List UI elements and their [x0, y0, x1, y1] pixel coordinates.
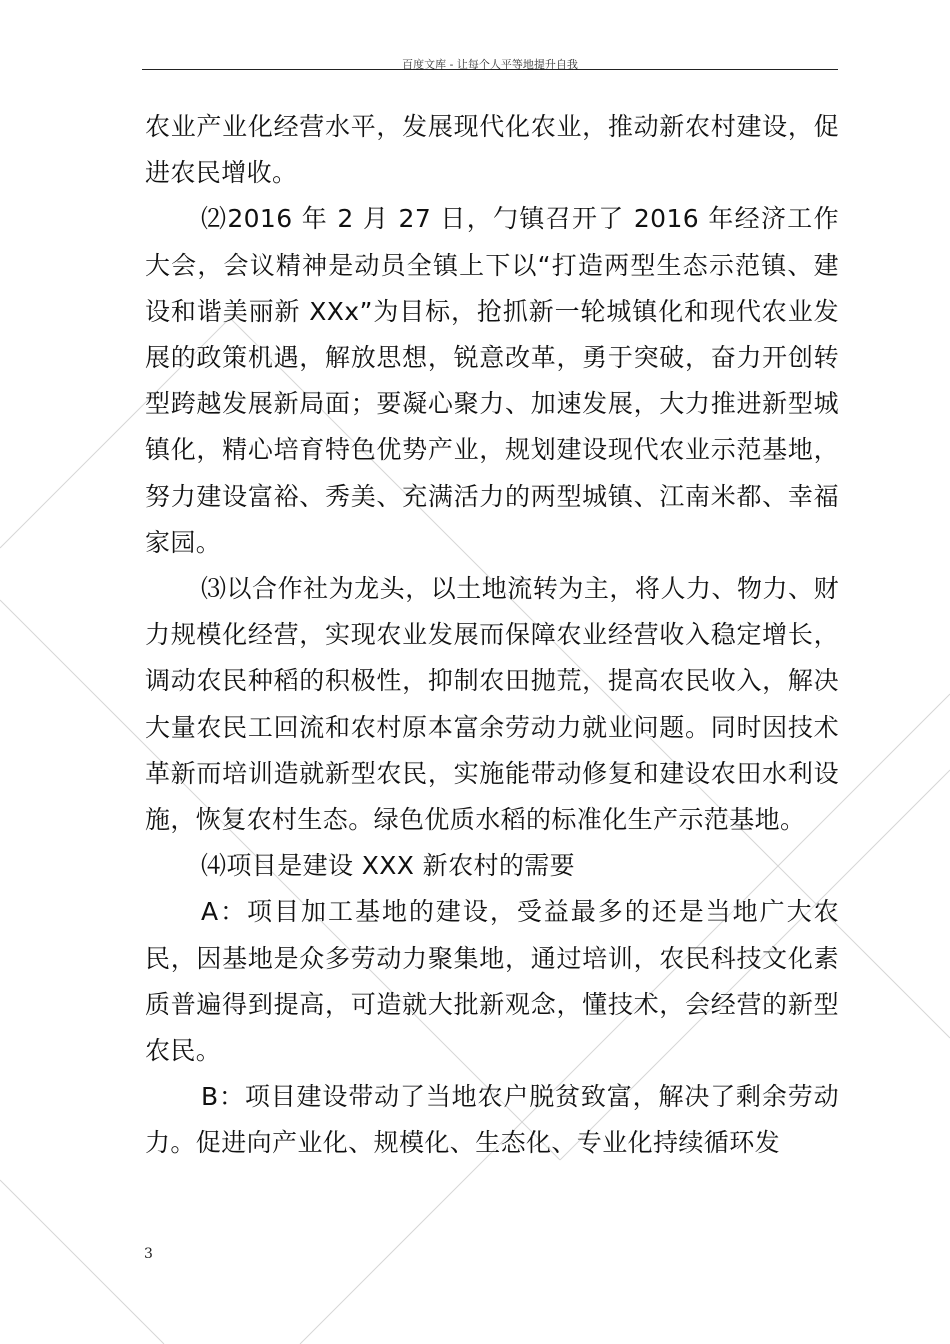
paragraph-3: ⑶以合作社为龙头，以土地流转为主，将人力、物力、财力规模化经营，实现农业发展而保障农业经营收入稳定增长，调动农民种稻的积极性，抑制农田抛荒，提高农民收入，解决大量农民工回流和农村原本富余劳动力就业问题。同时因技术革新而培训造就新型农民，实施能带动修复和建设农田水利设施，恢复农村生态。绿色优质水稻的标准化生产示范基地。 — [145, 574, 839, 835]
header-rule — [142, 69, 838, 70]
page-header: 百度文库 - 让每个人平等地提升自我 — [402, 58, 578, 71]
document-body — [145, 104, 839, 1167]
paragraph-2: ⑵2016 年 2 月 27 日，勹镇召开了 2016 年经济工作大会，会议精神是动员全镇上下以“打造两型生态示范镇、建设和谐美丽新 XXx”为目标，抢抓新一轮城镇化和现代农业发展的政策机遇，解放思想，锐意改革，勇于突破，奋力开创转型跨越发展新局面；要凝心聚力、加速发展，大力推进新型城镇化，精心培育特色优势产业，规划建设现代农业示范基地，努力建设富裕、秀美、充满活力的两型城镇、江南米都、幸福家园。 — [145, 204, 839, 557]
paragraph-1: 农业产业化经营水平，发展现代化农业，推动新农村建设，促进农民增收。 — [145, 112, 839, 188]
paragraph-5: A：项目加工基地的建设，受益最多的还是当地广大农民，因基地是众多劳动力聚集地，通过培训，农民科技文化素质普遍得到提高，可造就大批新观念，懂技术，会经营的新型农民。 — [145, 897, 839, 1066]
paragraph-6: B：项目建设带动了当地农户脱贫致富，解决了剩余劳动力。促进向产业化、规模化、生态化、专业化持续循环发 — [145, 1082, 839, 1158]
page-number: 3 — [144, 1246, 153, 1262]
paragraph-4: ⑷项目是建设 XXX 新农村的需要 — [201, 851, 576, 881]
